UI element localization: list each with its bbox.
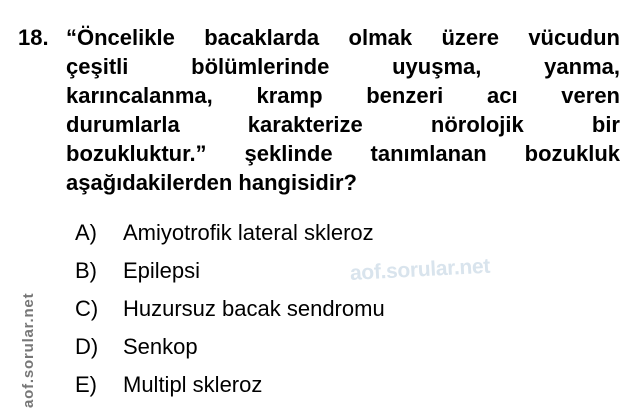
question-line: bozukluktur.” şeklinde tanımlanan bozukluk (66, 141, 620, 166)
option-d[interactable] (75, 334, 385, 360)
question-line: aşağıdakilerden hangisidir? (66, 170, 357, 195)
option-c-label: Huzursuz bacak sendromu (123, 296, 385, 321)
question-number: 18. (18, 25, 49, 50)
option-e[interactable] (75, 372, 385, 398)
option-c[interactable] (75, 296, 385, 322)
option-b-label: Epilepsi (123, 258, 201, 283)
answer-options-list (75, 220, 385, 410)
option-a-letter: A) (75, 220, 97, 245)
option-a-label: Amiyotrofik lateral skleroz (123, 220, 374, 245)
option-e-letter: E) (75, 372, 97, 397)
question-line: çeşitli bölümlerinde uyuşma, yanma, (66, 54, 620, 79)
watermark-center: aof.sorular.net (349, 254, 491, 285)
option-b-letter: B) (75, 258, 97, 283)
question-line: karıncalanma, kramp benzeri acı veren (66, 83, 620, 108)
option-c-letter: C) (75, 296, 99, 321)
option-a[interactable] (75, 220, 385, 246)
question-text (66, 23, 620, 197)
option-e-label: Multipl skleroz (123, 372, 263, 397)
option-b[interactable] (75, 258, 385, 284)
question-line: durumlarla karakterize nörolojik bir (66, 112, 620, 137)
option-d-letter: D) (75, 334, 99, 359)
option-d-label: Senkop (123, 334, 198, 359)
question-line: “Öncelikle bacaklarda olmak üzere vücudun (66, 25, 620, 50)
watermark-vertical-left: aof.sorular.net (20, 292, 37, 408)
